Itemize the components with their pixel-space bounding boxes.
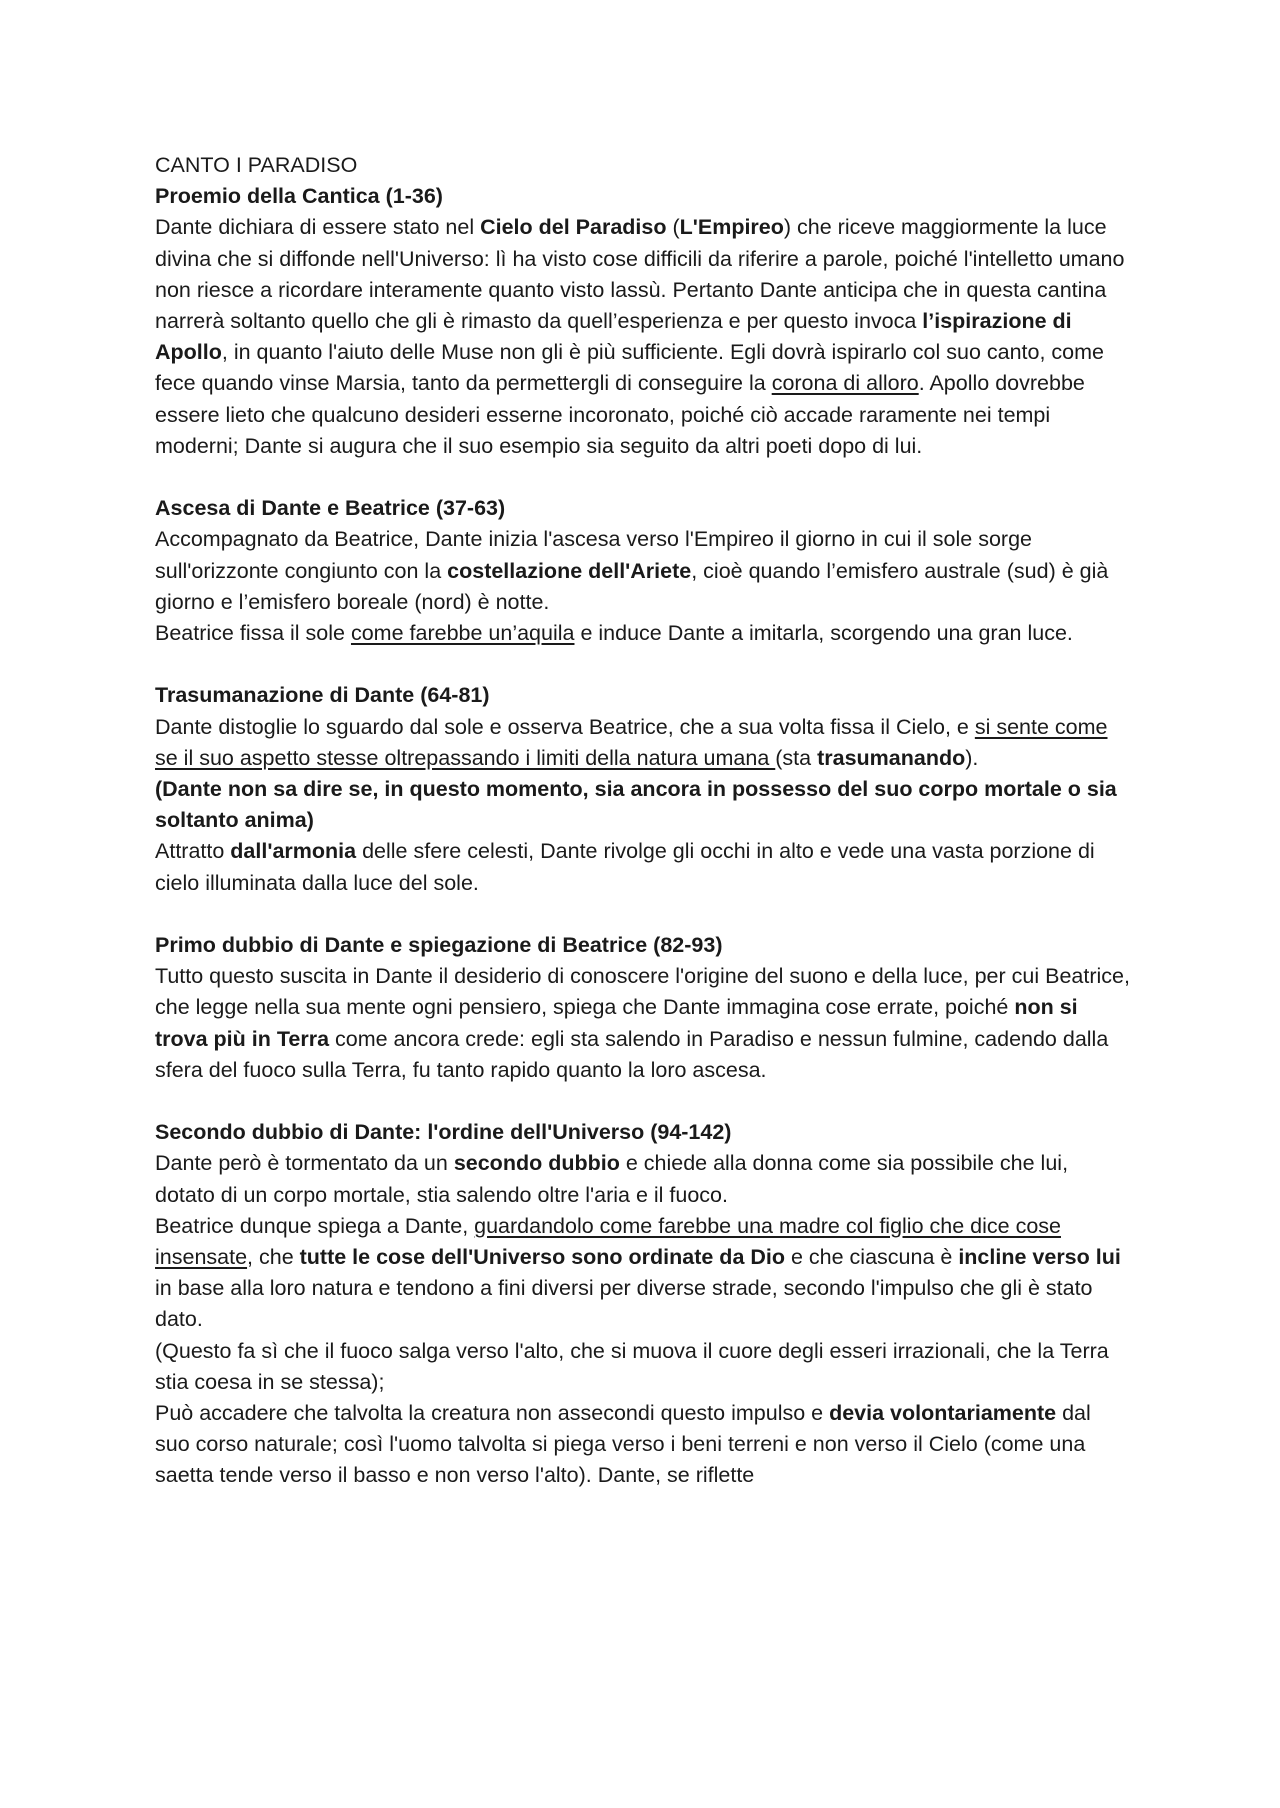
paragraph (155, 961, 1130, 1086)
text-run: e chiede alla donna come sia possibile che lui, dotato di un corpo mortale, stia salendo oltre l'aria e il fuoco. (155, 1151, 1069, 1207)
text-run: Dante distoglie lo sguardo dal sole e osserva Beatrice, che a sua volta fissa il Cielo, e (155, 714, 975, 739)
bold-text: l’ispirazione di Apollo (155, 309, 1072, 365)
paragraph (155, 1398, 1130, 1492)
text-run: , che (247, 1245, 300, 1270)
text-run: (sta (775, 745, 818, 770)
bold-text: dall'armonia (230, 839, 357, 864)
underlined-text: si sente come se il suo aspetto stesse oltrepassando i limiti della natura umana (155, 714, 1108, 770)
text-run: in base alla loro natura e tendono a fini diversi per diverse strade, secondo l'impulso che gli è stato dato. (155, 1276, 1093, 1332)
text-run: delle sfere celesti, Dante rivolge gli occhi in alto e vede una vasta porzione di cielo illuminata dalla luce del sole. (155, 839, 1095, 895)
document-page (155, 150, 1130, 1523)
paragraph (155, 212, 1130, 462)
paragraph (155, 1211, 1130, 1336)
text-run: ). (965, 745, 979, 770)
section (155, 930, 1130, 1086)
section-heading: Secondo dubbio di Dante: l'ordine dell'Universo (94-142) (155, 1120, 732, 1145)
text-run: dal suo corso naturale; così l'uomo talvolta si piega verso i beni terreni e non verso il Cielo (come una saetta tende verso il basso e non verso l'alto). Dante, se riflette (155, 1401, 1091, 1488)
text-run: (Questo fa sì che il fuoco salga verso l'alto, che si muova il cuore degli esseri irrazionali, che la Terra stia coesa in se stessa); (155, 1338, 1109, 1394)
bold-text: devia volontariamente (829, 1401, 1057, 1426)
underlined-text: corona di alloro (771, 371, 919, 396)
section-heading: Primo dubbio di Dante e spiegazione di Beatrice (82-93) (155, 933, 723, 958)
bold-text: tutte le cose dell'Universo sono ordinate da Dio (299, 1245, 786, 1270)
text-run: e che ciascuna è (785, 1245, 959, 1270)
bold-text: trasumanando (817, 745, 966, 770)
text-run: Dante dichiara di essere stato nel (155, 215, 481, 240)
text-run: Beatrice fissa il sole (155, 621, 351, 646)
section-heading: Ascesa di Dante e Beatrice (37-63) (155, 496, 506, 521)
bold-text: incline verso lui (958, 1245, 1121, 1270)
section-heading: Trasumanazione di Dante (64-81) (155, 683, 490, 708)
section-heading: Proemio della Cantica (1-36) (155, 184, 443, 209)
paragraph (155, 524, 1130, 618)
text-run: come ancora crede: egli sta salendo in Paradiso e nessun fulmine, cadendo dalla sfera del fuoco sulla Terra, fu tanto rapido quanto la loro ascesa. (155, 1026, 1109, 1082)
text-run: . Apollo dovrebbe essere lieto che qualcuno desideri esserne incoronato, poiché ciò accade raramente nei tempi moderni; Dante si augura che il suo esempio sia seguito da altri poeti dopo di lui. (155, 371, 1085, 458)
document-body (155, 181, 1130, 1491)
text-run: ( (666, 215, 680, 240)
text-run: Attratto (155, 839, 231, 864)
paragraph (155, 618, 1130, 649)
paragraph (155, 836, 1130, 898)
bold-text: Cielo del Paradiso (480, 215, 667, 240)
bold-text: (Dante non sa dire se, in questo momento, sia ancora in possesso del suo corpo mortale o sia soltanto anima) (155, 777, 1117, 833)
underlined-text: guardandolo come farebbe una madre col figlio che dice cose insensate (155, 1213, 1061, 1270)
document-title: CANTO I PARADISO (155, 153, 358, 177)
paragraph (155, 1148, 1130, 1210)
text-run: Può accadere che talvolta la creatura non assecondi questo impulso e (155, 1401, 830, 1426)
section (155, 181, 1130, 462)
bold-text: costellazione dell'Ariete (447, 558, 692, 583)
text-run: ) che riceve maggiormente la luce divina che si diffonde nell'Universo: lì ha visto cose difficili da riferire a parole, poiché l'intelletto umano non riesce a ricordare interamente quanto visto lassù. Pertanto Dante anticipa che in questa cantina narrerà soltanto quello che gli è rimasto da quell’esperienza e per questo invoca (155, 215, 1125, 334)
text-run: Beatrice dunque spiega a Dante, (155, 1213, 475, 1238)
paragraph (155, 774, 1130, 836)
text-run: , in quanto l'aiuto delle Muse non gli è più sufficiente. Egli dovrà ispirarlo col suo canto, come fece quando vinse Marsia, tanto da permettergli di conseguire la (155, 340, 1105, 396)
section (155, 1117, 1130, 1491)
section (155, 680, 1130, 898)
underlined-text: come farebbe un’aquila (350, 621, 575, 646)
section (155, 493, 1130, 649)
paragraph (155, 712, 1130, 774)
text-run: Tutto questo suscita in Dante il desiderio di conoscere l'origine del suono e della luce, per cui Beatrice, che legge nella sua mente ogni pensiero, spiega che Dante immagina cose errate, poiché (155, 964, 1130, 1020)
text-run: e induce Dante a imitarla, scorgendo una gran luce. (574, 621, 1073, 646)
text-run: , cioè quando l’emisfero australe (sud) è già giorno e l’emisfero boreale (nord) è notte. (155, 558, 1109, 614)
paragraph (155, 1336, 1130, 1398)
bold-text: L'Empireo (679, 215, 784, 240)
bold-text: non si trova più in Terra (155, 995, 1078, 1051)
text-run: Accompagnato da Beatrice, Dante inizia l'ascesa verso l'Empireo il giorno in cui il sole sorge sull'orizzonte congiunto con la (155, 527, 1033, 583)
text-run: Dante però è tormentato da un (155, 1151, 454, 1176)
bold-text: secondo dubbio (453, 1151, 620, 1176)
